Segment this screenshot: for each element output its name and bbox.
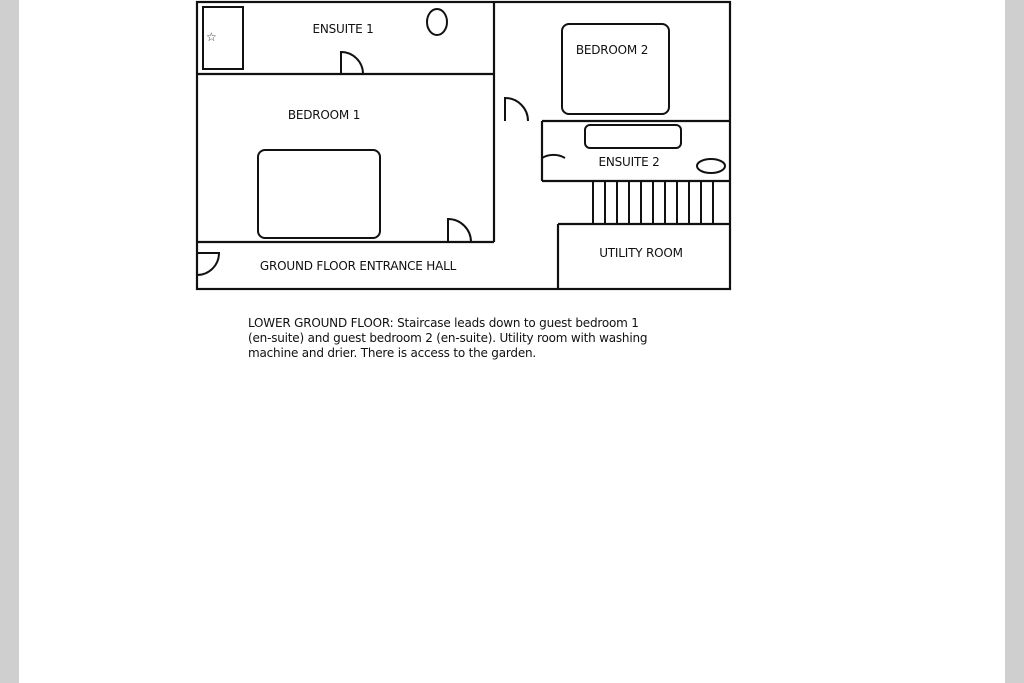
entrance-hall-door [197,253,219,275]
bedroom-1-bed [258,150,380,238]
room-label-ensuite-1: ENSUITE 1 [312,22,374,36]
room-label-entrance-hall: GROUND FLOOR ENTRANCE HALL [259,259,457,273]
ensuite-2-bath [585,125,681,148]
description-line: machine and drier. There is access to the garden. [248,346,537,360]
floor-plan [19,0,1005,300]
floor-description [248,316,688,361]
ensuite-2-basin [697,159,725,173]
bedroom-2-door [505,98,528,121]
description-line: (en-suite) and guest bedroom 2 (en-suite). Utility room with washing [248,331,648,345]
description-line: LOWER GROUND FLOOR: Staircase leads down to guest bedroom 1 [248,316,639,330]
room-label-utility-room: UTILITY ROOM [599,246,683,260]
shower-symbol: ☆ [206,30,217,44]
ensuite-1-door [341,52,363,74]
ensuite-2-door [542,155,565,181]
room-label-bedroom-2: BEDROOM 2 [575,43,649,57]
room-label-bedroom-1: BEDROOM 1 [287,108,361,122]
bedroom-1-door [448,219,471,242]
staircase [593,181,713,224]
room-label-ensuite-2: ENSUITE 2 [598,155,660,169]
ensuite-1-toilet [427,9,447,35]
bedroom-2-bed [562,24,669,114]
